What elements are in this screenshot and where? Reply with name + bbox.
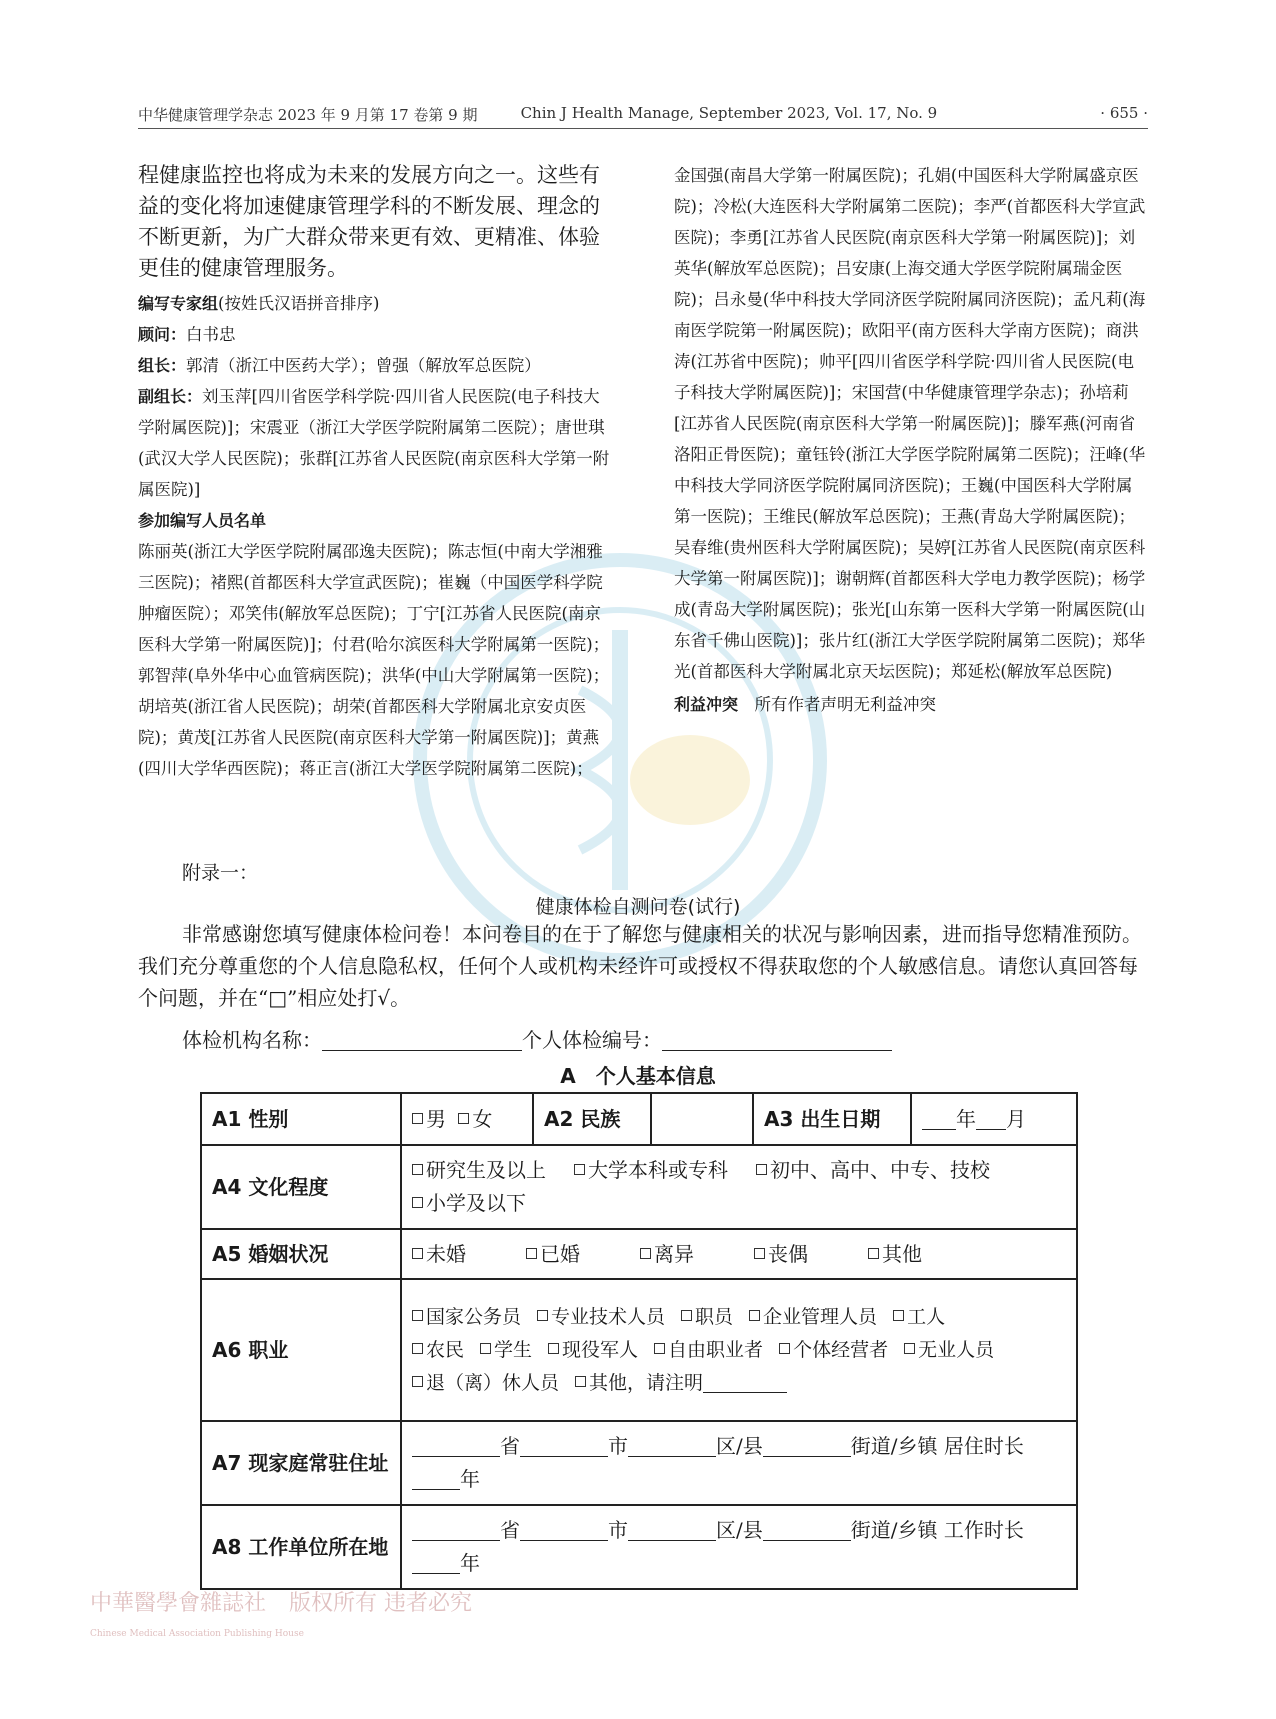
header-rule [138, 128, 1148, 129]
a6-opt3-label: 职员 [695, 1305, 734, 1328]
a4-opt1-checkbox[interactable] [412, 1164, 423, 1175]
conflict-value: 所有作者声明无利益冲突 [754, 695, 937, 714]
a5-opt2-checkbox[interactable] [526, 1248, 537, 1259]
a4-opt2-label: 大学本科或专科 [588, 1158, 728, 1182]
a7-province-blank[interactable] [412, 1434, 500, 1457]
a8-label: A8 工作单位所在地 [201, 1505, 401, 1589]
appendix-label: 附录一： [182, 862, 259, 884]
a8-duration-unit: 年 [460, 1551, 480, 1575]
a1-cell [401, 1093, 533, 1145]
participants-title: 参加编写人员名单 [138, 511, 267, 530]
a5-opt4-checkbox[interactable] [754, 1248, 765, 1259]
personal-id-blank[interactable] [662, 1028, 892, 1051]
a6-opt1-checkbox[interactable] [412, 1310, 423, 1321]
copyright-text: 版权所有 违者必究 [289, 1591, 473, 1616]
a4-opt4-label: 小学及以下 [426, 1191, 526, 1215]
a6-opt7-label: 学生 [494, 1338, 533, 1361]
a8-province-blank[interactable] [412, 1518, 500, 1541]
a6-opt11-checkbox[interactable] [904, 1343, 915, 1354]
a4-opt3-label: 初中、高中、中专、技校 [770, 1158, 990, 1182]
personal-id-label: 个人体检编号： [522, 1028, 662, 1052]
a4-label: A4 文化程度 [201, 1145, 401, 1229]
a6-opt8-checkbox[interactable] [548, 1343, 559, 1354]
a3-year-blank[interactable] [922, 1107, 956, 1130]
a4-opt4-checkbox[interactable] [412, 1197, 423, 1208]
a3-label: A3 出生日期 [753, 1093, 911, 1145]
leader-value: 郭清（浙江中医药大学）；曾强（解放军总医院） [186, 356, 541, 375]
a3-value-cell [911, 1093, 1077, 1145]
row-a8 [201, 1505, 1077, 1589]
questionnaire-title: 健康体检自测问卷(试行) [535, 896, 741, 918]
a3-month-unit: 月 [1006, 1106, 1026, 1131]
a6-opt2-label: 专业技术人员 [551, 1305, 666, 1328]
publisher-watermark [90, 1586, 472, 1642]
a7-duration-label: 居住时长 [943, 1434, 1024, 1458]
personal-info-table [200, 1092, 1078, 1590]
body-paragraph: 程健康监控也将成为未来的发展方向之一。这些有益的变化将加速健康管理学科的不断发展、理念的不断更新，为广大群众带来更有效、更精准、体验更佳的健康管理服务。 [138, 163, 600, 280]
a6-opt6-checkbox[interactable] [412, 1343, 423, 1354]
a6-label: A6 职业 [201, 1279, 401, 1421]
a6-opt7-checkbox[interactable] [480, 1343, 491, 1354]
leader-label: 组长： [138, 356, 187, 375]
page-number: · 655 · [1100, 104, 1148, 122]
participants-list-part1: 陈丽英(浙江大学医学院附属邵逸夫医院)；陈志恒(中南大学湘雅三医院)；褚熙(首都医科大学宣武医院)；崔巍（中国医学科学院肿瘤医院）；邓笑伟(解放军总医院)；丁宁[江苏省人民医院(南京医科大学第一附属医院)]；付君(哈尔滨医科大学附属第一医院)；郭智萍(阜外华中心血管病医院)；洪华(中山大学附属第一医院)；胡培英(浙江省人民医院)；胡荣(首都医科大学附属北京安贞医院)；黄茂[江苏省人民医院(南京医科大学第一附属医院)]；黄燕(四川大学华西医院)；蒋正言(浙江大学医学院附属第二医院)； [138, 542, 610, 778]
a8-district-unit: 区/县 [716, 1518, 763, 1542]
a1-label: A1 性别 [201, 1093, 401, 1145]
a6-opt12-checkbox[interactable] [412, 1376, 423, 1387]
a1-male-label: 男 [426, 1106, 446, 1131]
a5-opt5-checkbox[interactable] [868, 1248, 879, 1259]
a5-options [401, 1229, 1077, 1279]
row-a6 [201, 1279, 1077, 1421]
publisher-name-cn: 中華醫學會雜誌社 [90, 1591, 267, 1616]
questionnaire-intro: 非常感谢您填写健康体检问卷！本问卷目的在于了解您与健康相关的状况与影响因素，进而指导您精准预防。我们充分尊重您的个人信息隐私权，任何个人或机构未经许可或授权不得获取您的个人敏感信息。请您认真回答每个问题，并在“□”相应处打√。 [138, 922, 1142, 1010]
a7-district-unit: 区/县 [716, 1434, 763, 1458]
a5-opt1-checkbox[interactable] [412, 1248, 423, 1259]
a7-address [401, 1421, 1077, 1505]
a7-duration-blank[interactable] [412, 1467, 460, 1490]
a7-street-blank[interactable] [763, 1434, 851, 1457]
advisor-value: 白书忠 [186, 325, 236, 344]
org-name-label: 体检机构名称： [182, 1028, 322, 1052]
a7-label: A7 现家庭常驻住址 [201, 1421, 401, 1505]
a8-district-blank[interactable] [628, 1518, 716, 1541]
a8-duration-blank[interactable] [412, 1551, 460, 1574]
left-column [138, 160, 610, 784]
org-id-line [182, 1024, 892, 1053]
a5-opt2-label: 已婚 [540, 1241, 580, 1266]
a7-district-blank[interactable] [628, 1434, 716, 1457]
a6-opt12-label: 退（离）休人员 [426, 1371, 560, 1394]
a6-opt9-label: 自由职业者 [668, 1338, 764, 1361]
participants-list-part2: 金国强(南昌大学第一附属医院)；孔娟(中国医科大学附属盛京医院)；冷松(大连医科大学附属第二医院)；李严(首都医科大学宣武医院)；李勇[江苏省人民医院(南京医科大学第一附属医院)]；刘英华(解放军总医院)；吕安康(上海交通大学医学院附属瑞金医院)；吕永曼(华中科技大学同济医学院附属同济医院)；孟凡莉(海南医学院第一附属医院)；欧阳平(南方医科大学南方医院)；商洪涛(江苏省中医院)；帅平[四川省医学科学院·四川省人民医院(电子科技大学附属医院)]；宋国营(中华健康管理学杂志)；孙培莉[江苏省人民医院(南京医科大学第一附属医院)]；滕军燕(河南省洛阳正骨医院)；童钰铃(浙江大学医学院附属第二医院)；汪峰(华中科技大学同济医学院附属同济医院)；王巍(中国医科大学附属第一医院)；王维民(解放军总医院)；王燕(青岛大学附属医院)；吴春维(贵州医科大学附属医院)；吴婷[江苏省人民医院(南京医科大学第一附属医院)]；谢朝辉(首都医科大学电力教学医院)；杨学成(青岛大学附属医院)；张光[山东第一医科大学第一附属医院(山东省千佛山医院)]；张片红(浙江大学医学院附属第二医院)；郑华光(首都医科大学附属北京天坛医院)；郑延松(解放军总医院) [674, 166, 1146, 681]
a1-female-label: 女 [472, 1106, 493, 1131]
a1-male-checkbox[interactable] [412, 1113, 423, 1124]
org-name-blank[interactable] [322, 1028, 522, 1051]
a4-opt1-label: 研究生及以上 [426, 1158, 546, 1182]
row-a7 [201, 1421, 1077, 1505]
a6-opt5-label: 工人 [907, 1305, 946, 1328]
a6-opt4-checkbox[interactable] [749, 1310, 760, 1321]
a6-opt10-checkbox[interactable] [779, 1343, 790, 1354]
a5-label: A5 婚姻状况 [201, 1229, 401, 1279]
a7-street-unit: 街道/乡镇 [850, 1434, 938, 1458]
a6-options [401, 1279, 1077, 1421]
a8-province-unit: 省 [500, 1518, 520, 1542]
row-a5 [201, 1229, 1077, 1279]
a6-opt3-checkbox[interactable] [681, 1310, 692, 1321]
a8-address [401, 1505, 1077, 1589]
right-column [674, 160, 1146, 720]
a2-value-cell[interactable] [651, 1093, 753, 1145]
running-header [138, 104, 1148, 125]
advisor-label: 顾问： [138, 325, 187, 344]
a4-options [401, 1145, 1077, 1229]
a5-opt3-label: 离异 [654, 1241, 694, 1266]
conflict-label: 利益冲突 [674, 695, 739, 714]
expert-group-note: (按姓氏汉语拼音排序) [218, 294, 380, 313]
a6-opt6-label: 农民 [426, 1338, 465, 1361]
a7-duration-unit: 年 [460, 1467, 480, 1491]
a6-opt8-label: 现役军人 [562, 1338, 639, 1361]
a8-city-blank[interactable] [520, 1518, 608, 1541]
deputy-value: 刘玉萍[四川省医学科学院·四川省人民医院(电子科技大学附属医院)]；宋震亚（浙江大学医学院附属第二医院）；唐世琪(武汉大学人民医院)；张群[江苏省人民医院(南京医科大学第一附属医院)] [138, 387, 610, 499]
deputy-label: 副组长： [138, 387, 203, 406]
row-a4 [201, 1145, 1077, 1229]
a6-opt10-label: 个体经营者 [793, 1338, 889, 1361]
a6-opt13-checkbox[interactable] [575, 1376, 586, 1387]
a5-opt3-checkbox[interactable] [640, 1248, 651, 1259]
a8-street-blank[interactable] [763, 1518, 851, 1541]
a6-opt4-label: 企业管理人员 [763, 1305, 878, 1328]
a8-duration-label: 工作时长 [943, 1518, 1024, 1542]
a6-opt13-label: 其他，请注明 [589, 1371, 704, 1394]
a3-month-blank[interactable] [976, 1107, 1006, 1130]
a2-label: A2 民族 [533, 1093, 651, 1145]
a8-street-unit: 街道/乡镇 [850, 1518, 938, 1542]
a7-province-unit: 省 [500, 1434, 520, 1458]
publisher-name-en: Chinese Medical Association Publishing House [90, 1629, 304, 1639]
a6-opt5-checkbox[interactable] [893, 1310, 904, 1321]
a5-opt1-label: 未婚 [426, 1241, 466, 1266]
a6-opt1-label: 国家公务员 [426, 1305, 522, 1328]
row-a1 [201, 1093, 1077, 1145]
a5-opt4-label: 丧偶 [768, 1241, 808, 1266]
a4-opt3-checkbox[interactable] [756, 1164, 767, 1175]
a6-other-blank[interactable] [703, 1370, 787, 1393]
a1-female-checkbox[interactable] [458, 1113, 469, 1124]
journal-title-en: Chin J Health Manage, September 2023, Vol. 17, No. 9 [520, 104, 938, 122]
a6-opt11-label: 无业人员 [918, 1338, 995, 1361]
table-title: A 个人基本信息 [560, 1064, 716, 1088]
a4-opt2-checkbox[interactable] [574, 1164, 585, 1175]
expert-group-title: 编写专家组 [138, 294, 219, 313]
a7-city-blank[interactable] [520, 1434, 608, 1457]
a5-opt5-label: 其他 [882, 1241, 922, 1266]
a7-city-unit: 市 [608, 1434, 628, 1458]
a6-opt2-checkbox[interactable] [537, 1310, 548, 1321]
a6-opt9-checkbox[interactable] [654, 1343, 665, 1354]
a8-city-unit: 市 [608, 1518, 628, 1542]
journal-title-cn: 中华健康管理学杂志 2023 年 9 月第 17 卷第 9 期 [138, 106, 478, 124]
a3-year-unit: 年 [956, 1106, 976, 1131]
